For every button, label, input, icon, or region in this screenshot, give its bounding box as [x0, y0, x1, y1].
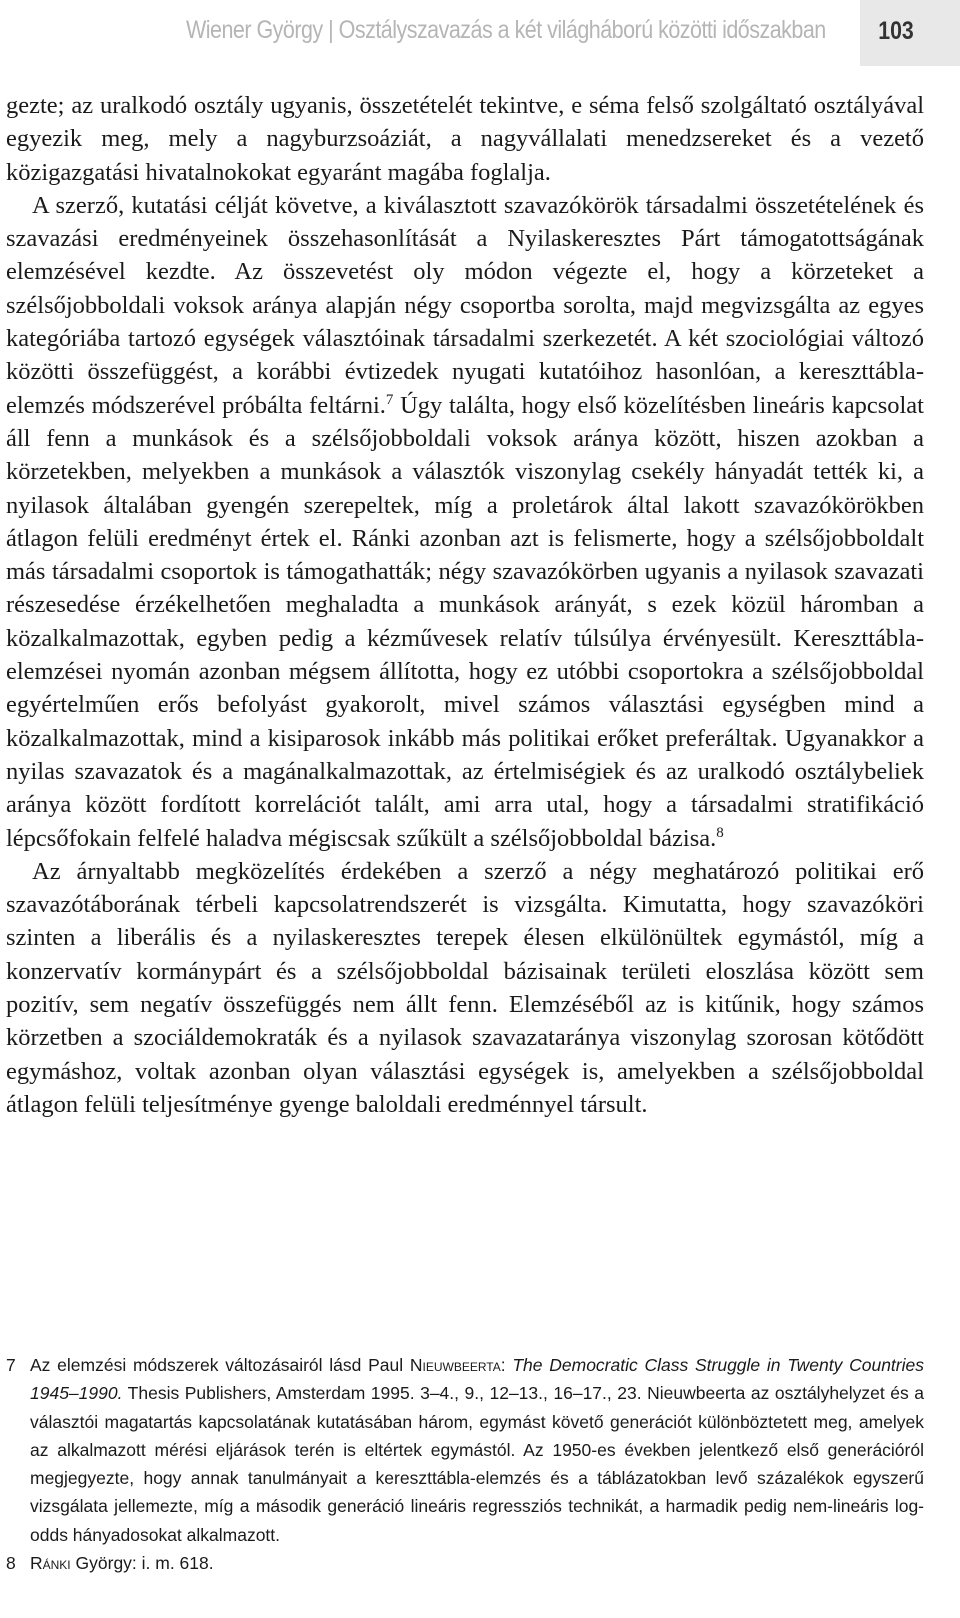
paragraph-3	[6, 855, 924, 1121]
footnote-7-text-a: Az elemzési módszerek változásairól lásd Paul	[30, 1355, 410, 1375]
footnote-8	[6, 1549, 924, 1577]
running-head: Wiener György | Osztályszavazás a két világháború közötti időszakban	[186, 16, 826, 44]
main-text	[6, 89, 924, 1121]
page-number-box	[860, 0, 960, 66]
paragraph-2	[6, 189, 924, 855]
footnote-8-text: György: i. m. 618.	[70, 1553, 214, 1574]
footnote-7-text-c: Thesis Publishers, Amsterdam 1995. 3–4., 9., 12–13., 16–17., 23. Nieuwbeerta az osztályhelyzet és a választói magatartás kapcsolatának kutatásában három, egymást követő generációt különböztetett meg, amelyek az alkalmazott mérési eljárások terén is eltértek egymástól. Az 1950-es években jelentkező első generációról megjegyezte, hogy annak tanulmányait a kereszttábla-elemzés és a táblázatokban levő százalékok egyszerű vizsgálata jellemezte, míg a második generáció lineáris regressziós technikát, a harmadik pedig nem-lineáris log-odds hányadosokat alkalmazott.	[30, 1383, 924, 1545]
paragraph-1	[6, 89, 924, 189]
footnote-8-author: Ránki	[30, 1553, 71, 1574]
paragraph-2-text-a: A szerző, kutatási célját követve, a kiválasztott szavazókörök társadalmi összetételének és szavazási eredményeinek összehasonlítását a Nyilaskeresztes Párt támogatottságának elemzésével kezdte. Az összevetést oly módon végezte el, hogy a körzeteket a szélsőjobboldali voksok aránya alapján négy csoportba sorolta, majd megvizsgálta az egyes kategóriába tartozó egységek választóinak társadalmi szerkezetét. A két szociológiai változó közötti összefüggést, a korábbi évtizedek nyugati kutatóihoz hasonlóan, a kereszttábla-elemzés módszerével próbálta feltárni.	[6, 191, 924, 419]
footnote-8-body	[30, 1549, 924, 1577]
footnote-7-number: 7	[6, 1355, 16, 1375]
footnote-7-text-b: :	[500, 1355, 513, 1375]
footnote-7-body	[30, 1351, 924, 1549]
footnote-ref-8[interactable]: 8	[716, 824, 724, 841]
paragraph-3-text: Az árnyaltabb megközelítés érdekében a szerző a négy meghatározó politikai erő szavazótáborának térbeli kapcsolatrendszerét is vizsgálta. Kimutatta, hogy szavazóköri szinten a liberális és a nyilaskeresztes terepek élesen elkülönültek egymástól, míg a konzervatív kormánypárt és a szélsőjobboldal bázisainak területi eloszlása között sem pozitív, sem negatív összefüggés nem állt fenn. Elemzéséből az is kitűnik, hogy számos körzetben a szociáldemokraták és a nyilasok szavazataránya viszonylag szorosan kötődött egymáshoz, voltak azonban olyan választási egységek is, amelyekben a szélsőjobboldal átlagon felüli teljesítménye gyenge baloldali eredménnyel társult.	[6, 857, 924, 1118]
footnote-7	[6, 1351, 924, 1549]
footnote-7-book-title: The Democratic Class Struggle in Twenty Countries 1945–1990.	[30, 1355, 924, 1404]
page-number: 103	[878, 17, 914, 45]
paragraph-2-text-b: Úgy találta, hogy első közelítésben lineáris kapcsolat áll fenn a munkások és a szélsőjobboldali voksok aránya között, hiszen azokban a körzetekben, melyekben a munkások a választók viszonylag csekély hányadát tették ki, a nyilasok általában gyengén szerepeltek, míg a proletárok által lakott szavazókörökben átlagon felüli eredményt értek el. Ránki azonban azt is felismerte, hogy a szélsőjobboldalt más társadalmi csoportok is támogathatták; négy szavazókörben ugyanis a nyilasok szavazati részesedése érzékelhetően meghaladta a munkások arányát, s ezek közül háromban a közalkalmazottak, egyben pedig a kézművesek relatív túlsúlya érvényesült. Kereszttábla-elemzései nyomán azonban mégsem állította, hogy ez utóbbi csoportokra a szélsőjobboldal egyértelműen erős befolyást gyakorolt, mivel számos választási egységben mind a közalkalmazottak, mind a kisiparosok inkább más politikai erőket preferáltak. Ugyanakkor a nyilas szavazatok és a magánalkalmazottak, az értelmiségiek és az uralkodó osztálybeliek aránya között fordított korrelációt talált, ami arra utal, hogy a társadalmi stratifikáció lépcsőfokain felfelé haladva mégiscsak szűkült a szélsőjobboldal bázisa.	[6, 391, 924, 852]
footnotes	[6, 1351, 924, 1577]
footnote-7-author: Nieuwbeerta	[409, 1355, 501, 1375]
paragraph-1-text: gezte; az uralkodó osztály ugyanis, összetételét tekintve, e séma felső szolgáltató osztályával egyezik meg, mely a nagyburzsoáziát, a nagyvállalati menedzsereket és a vezető közigazgatási hivatalnokokat egyaránt magába foglalja.	[6, 92, 924, 186]
footnote-8-number: 8	[6, 1553, 16, 1574]
footnote-ref-7[interactable]: 7	[385, 391, 394, 408]
page-header	[0, 0, 960, 70]
